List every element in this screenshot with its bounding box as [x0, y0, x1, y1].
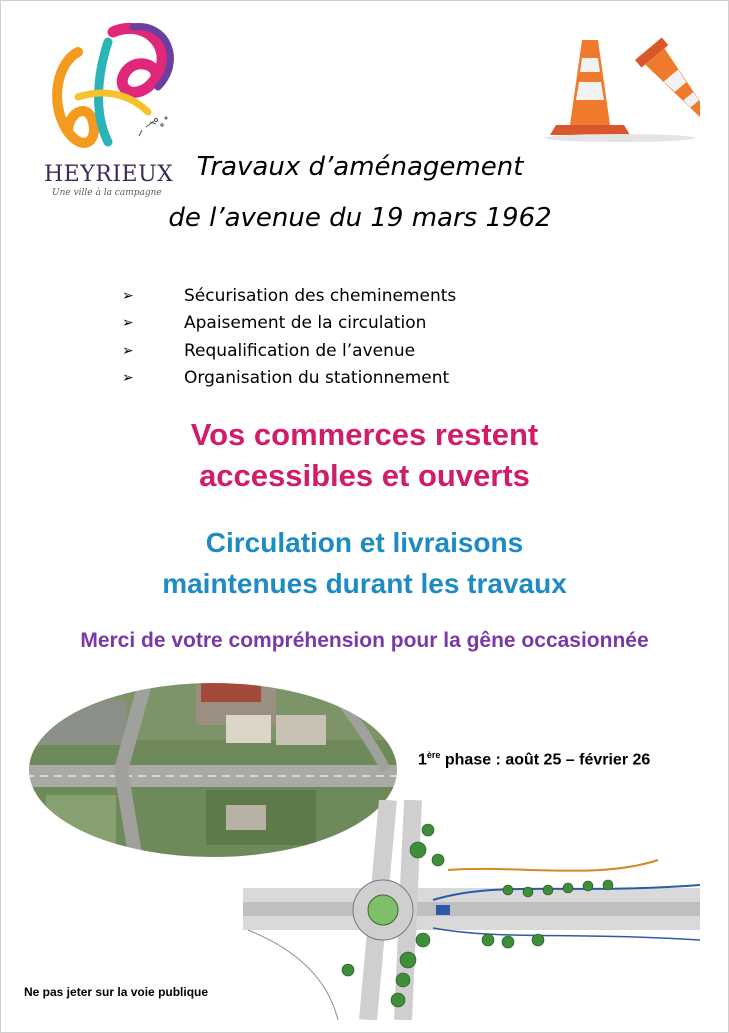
- list-item: [122, 282, 456, 310]
- arrow-bullet-icon: ➢: [122, 315, 134, 332]
- headline-line: maintenues durant les travaux: [162, 568, 567, 599]
- logo-name: HEYRIEUX: [44, 162, 174, 187]
- headline-line: Circulation et livraisons: [205, 527, 524, 558]
- list-item-text: Requalification de l’avenue: [184, 340, 416, 361]
- list-item: [122, 337, 456, 365]
- arrow-bullet-icon: ➢: [122, 370, 134, 387]
- phase-number: 1: [418, 751, 427, 769]
- list-item: [122, 365, 456, 393]
- commerces-open-headline: [0, 414, 729, 496]
- headline-line: accessibles et ouverts: [199, 458, 530, 493]
- thanks-message: Merci de votre compréhension pour la gêne occasionnée: [80, 629, 649, 652]
- list-item-text: Apaisement de la circulation: [184, 313, 427, 334]
- list-item-text: Organisation du stationnement: [184, 368, 450, 389]
- traffic-cones-illustration: [540, 30, 700, 145]
- heyrieux-logo-mark: [38, 22, 188, 162]
- arrow-bullet-icon: ➢: [122, 342, 134, 359]
- phase-ordinal: ère: [426, 750, 441, 760]
- logo-tagline: Une ville à la campagne: [52, 188, 162, 198]
- page-title-line-1: Travaux d’aménagement: [196, 152, 524, 182]
- phase-text: phase : août 25 – février 26: [440, 751, 651, 769]
- traffic-maintained-headline: [0, 522, 729, 604]
- phase-dates: [418, 750, 650, 769]
- objectives-list: [122, 282, 456, 392]
- list-item-text: Sécurisation des cheminements: [184, 285, 457, 306]
- page-title-line-2: de l’avenue du 19 mars 1962: [168, 203, 552, 233]
- headline-line: Vos commerces restent: [190, 417, 539, 452]
- arrow-bullet-icon: ➢: [122, 287, 134, 304]
- list-item: [122, 310, 456, 338]
- heyrieux-logo: [38, 22, 188, 212]
- footer-note: Ne pas jeter sur la voie publique: [24, 985, 209, 999]
- site-plan-drawing: [238, 800, 700, 1020]
